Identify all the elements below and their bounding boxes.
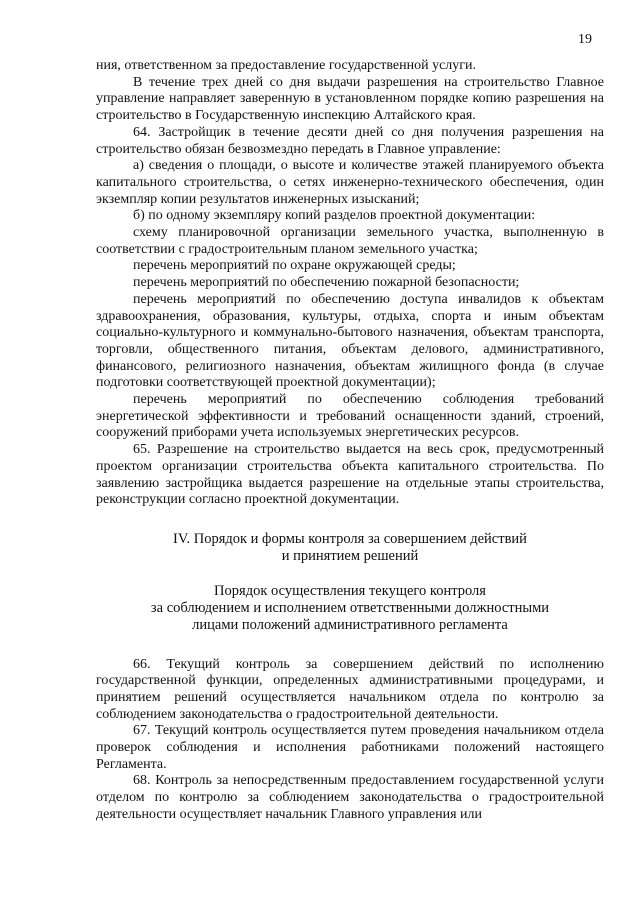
paragraph-subitem-b: б) по одному экземпляру копий разделов проектной документации: [133,208,536,224]
section-heading-line: IV. Порядок и формы контроля за совершением действий [173,530,527,547]
section-heading [96,531,604,564]
paragraph-item-65: 65. Разрешение на строительство выдается на весь срок, предусмотренный проектом организации строительства объекта капитального строительства. По заявлению застройщика выдается разрешение на отдельные этапы строительства, реконструкции согласно проектной документации. [96,442,604,508]
sub-heading-line: Порядок осуществления текущего контроля [214,583,486,600]
paragraph-item-66: 66. Текущий контроль за совершением действий по исполнению государственной функции, определенных административными процедурами, и принятием решений осуществляется начальником отдела по контролю за соблюдением законодательства о градостроительной деятельности. [96,656,604,722]
paragraph: В течение трех дней со дня выдачи разрешения на строительство Главное управление направляет заверенную в установленном порядке копию разрешения на строительство в Государственную инспекцию Алтайского края. [96,74,604,124]
page-content [96,58,604,824]
list-item: перечень мероприятий по охране окружающей среды; [133,258,456,274]
paragraph-subitem-a: а) сведения о площади, о высоте и количестве этажей планируемого объекта капитального строительства, о сетях инженерно-технического обеспечения, один экземпляр копии результатов инженерных изысканий; [96,158,604,207]
list-item: перечень мероприятий по обеспечению доступа инвалидов к объектам здравоохранения, образования, культуры, отдыха, спорта и иным объектам социально-культурного и коммунально-бытового назначения, объектам транспорта, торговли, общественного питания, объектам делового, административного, финансового, религиозного назначения, объектам жилищного фонда (в случае подготовки соответствующей проектной документации); [96,291,604,391]
list-item: схему планировочной организации земельного участка, выполненную в соответствии с градостроительным планом земельного участка; [96,225,604,257]
list-item: перечень мероприятий по обеспечению пожарной безопасности; [133,275,520,291]
sub-heading [96,583,604,633]
paragraph-item-67: 67. Текущий контроль осуществляется путем проведения начальником отдела проверок соблюдения и исполнения работниками положений настоящего Регламента. [96,723,604,772]
sub-heading-line: за соблюдением и исполнением ответственными должностными [150,600,550,617]
paragraph-item-68: 68. Контроль за непосредственным предоставлением государственной услуги отделом по контролю за соблюдением законодательства о градостроительной деятельности осуществляет начальник Главного управления или [96,773,604,822]
page-number: 19 [578,32,592,47]
paragraph-item-64: 64. Застройщик в течение десяти дней со дня получения разрешения на строительство обязан безвозмездно передать в Главное управление: [96,124,604,157]
list-item: перечень мероприятий по обеспечению соблюдения требований энергетической эффективности и требований оснащенности зданий, строений, сооружений приборами учета используемых энергетических ресурсов. [96,392,604,441]
paragraph-continuation: ния, ответственном за предоставление государственной услуги. [96,58,477,73]
section-heading-line: и принятием решений [281,547,419,564]
sub-heading-line: лицами положений административного регламента [192,616,508,633]
